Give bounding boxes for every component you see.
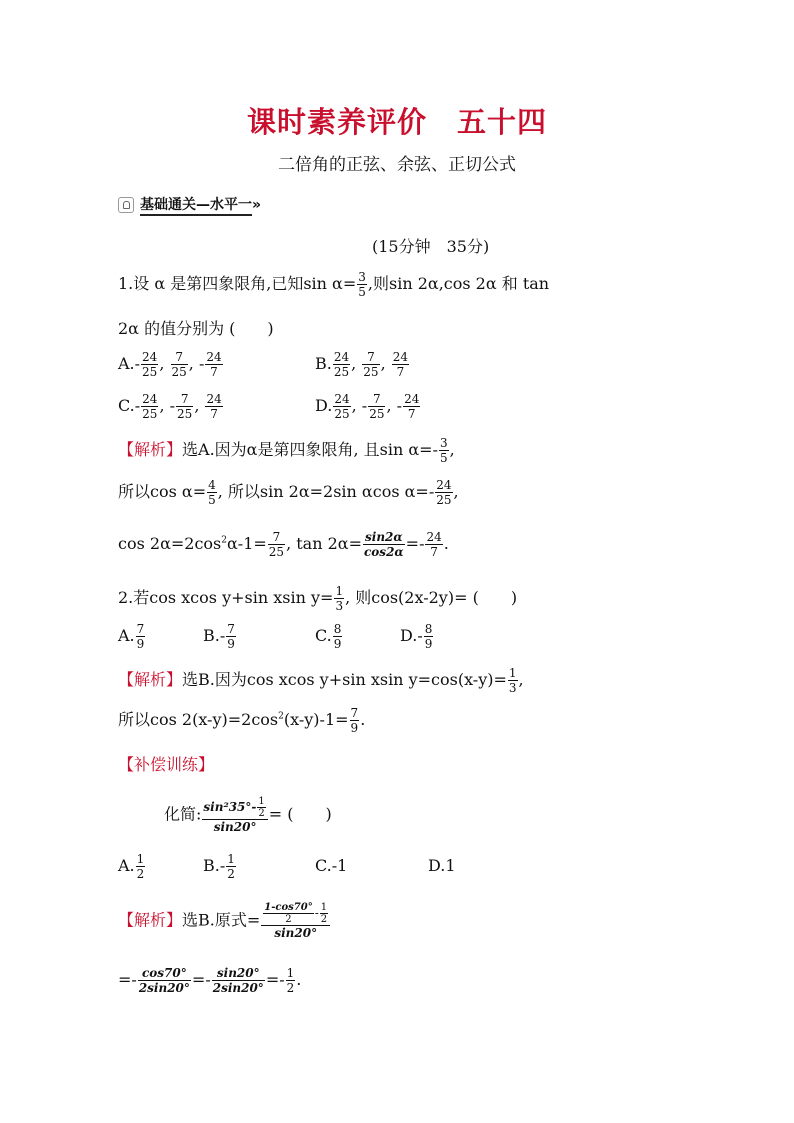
num: 24	[334, 392, 350, 406]
num: 4	[208, 478, 216, 492]
supp-option-a[interactable]	[118, 852, 146, 881]
frac	[363, 530, 405, 559]
analysis-text: 所以cos 2(x-y)=2cos	[118, 710, 279, 729]
analysis-text: , tan 2α=	[286, 534, 362, 553]
num: 24	[333, 350, 350, 364]
analysis-tag: 【解析】	[118, 670, 183, 689]
num: 1	[258, 796, 265, 807]
opt-label: A.	[118, 856, 135, 875]
den: 9	[350, 721, 359, 735]
q2-option-b[interactable]	[203, 622, 237, 651]
q1-option-d[interactable]: D. $\frac{24}{25}$ , - $\frac{7}{25}$ , - $\frac{24}{7}$	[315, 392, 420, 421]
frac	[439, 436, 449, 465]
num: 1	[227, 852, 235, 866]
num: 1	[286, 966, 295, 980]
frac	[171, 350, 188, 379]
num: 7	[350, 706, 359, 720]
num: 7	[136, 622, 145, 636]
page-title: 课时素养评价 五十四	[246, 105, 547, 139]
num: 7	[368, 392, 385, 407]
frac	[334, 584, 344, 613]
q2-option-a[interactable]	[118, 622, 146, 651]
den: 25	[171, 365, 187, 379]
num: 7	[362, 350, 379, 365]
frac	[205, 350, 222, 379]
num: 24	[142, 392, 158, 406]
frac	[508, 666, 518, 695]
period: .	[296, 970, 302, 989]
frac	[202, 796, 267, 834]
den: 2	[227, 867, 235, 881]
den: 2	[258, 808, 265, 819]
superscript: 2	[278, 711, 284, 722]
q2-analysis-line2	[118, 706, 365, 735]
q2-stem	[118, 584, 517, 613]
comma: ,	[518, 670, 524, 689]
den: 9	[136, 637, 145, 651]
frac	[286, 966, 296, 995]
opt-label: C.	[315, 626, 332, 645]
opt-label: B.	[315, 354, 332, 373]
num: sin2α	[363, 530, 405, 545]
num: 24	[206, 350, 222, 364]
analysis-text: =-	[265, 970, 285, 989]
q1-stem-line1	[118, 270, 549, 299]
analysis-text: 选B.因为cos xcos y+sin xsin y=cos(x-y)=	[182, 670, 507, 689]
opt-label: A.	[118, 354, 135, 373]
num-text: sin²35°-	[203, 800, 257, 814]
den: 2sin20°	[138, 981, 190, 995]
comma: ,	[449, 440, 455, 459]
num: 3	[358, 270, 366, 284]
q1-option-a[interactable]: A.- $\frac{24}{25}$ , $\frac{7}{25}$ , - $\frac{24}{7}$	[118, 350, 222, 379]
den: 5	[439, 451, 448, 465]
den: 2sin20°	[212, 981, 264, 995]
num: 7	[268, 530, 285, 545]
num: 8	[424, 622, 433, 636]
opt-label: D.-	[400, 626, 423, 645]
num: 1	[136, 852, 145, 866]
analysis-text: cos 2α=2cos	[118, 534, 222, 553]
frac	[138, 966, 191, 995]
supp-stem	[164, 796, 332, 834]
den: 7	[430, 545, 438, 559]
frac	[350, 706, 360, 735]
den: cos2α	[364, 545, 404, 559]
q2-analysis-line1	[118, 666, 524, 695]
minus: -	[314, 906, 319, 920]
den: 25	[363, 365, 379, 379]
period: .	[360, 710, 366, 729]
opt-label: B.-	[203, 626, 226, 645]
den: 7	[210, 365, 218, 379]
analysis-text: =-	[191, 970, 211, 989]
frac	[362, 350, 379, 379]
den: 9	[333, 637, 342, 651]
q1-analysis-line1	[118, 436, 455, 465]
analysis-text: (x-y)-1=	[283, 710, 349, 729]
num: 7	[176, 392, 193, 407]
q1-option-c[interactable]: C.- $\frac{24}{25}$ , - $\frac{7}{25}$ , $\frac{24}{7}$	[118, 392, 222, 421]
den: 9	[227, 637, 235, 651]
opt-label: D.	[315, 396, 333, 415]
den: 2	[286, 981, 295, 995]
section-header	[118, 194, 261, 214]
analysis-tag: 【解析】	[118, 910, 183, 930]
num: 24	[142, 350, 158, 364]
den: 25	[334, 407, 350, 421]
q1-stem-text: 1.设 α 是第四象限角,已知sin α=	[118, 274, 357, 293]
page-subtitle: 二倍角的正弦、余弦、正切公式	[278, 155, 516, 175]
period: .	[443, 534, 449, 553]
q1-stem-text2: ,则sin 2α,cos 2α 和 tan	[367, 274, 550, 293]
comma: ,	[453, 482, 459, 501]
den: sin20°	[213, 820, 257, 834]
supp-stem-text: 化简:	[164, 804, 202, 824]
den: 9	[424, 637, 433, 651]
opt-label: B.-	[203, 856, 226, 875]
frac	[226, 622, 236, 651]
frac	[425, 530, 442, 559]
frac	[333, 392, 350, 421]
num: 8	[333, 622, 342, 636]
num: 24	[392, 350, 409, 364]
num: 24	[436, 478, 452, 492]
den: 25	[177, 407, 193, 421]
supp-option-d[interactable]: D.1	[428, 856, 456, 875]
num: cos70°	[138, 966, 191, 981]
frac	[261, 902, 330, 940]
den: 25	[436, 493, 452, 507]
analysis-text: 所以cos α=	[118, 482, 207, 501]
analysis-text: =-	[405, 534, 425, 553]
frac	[176, 392, 193, 421]
frac	[392, 350, 409, 379]
analysis-text: 选B.原式=	[182, 910, 261, 930]
num	[202, 796, 267, 820]
den: 25	[142, 365, 158, 379]
frac	[333, 350, 350, 379]
den: 7	[407, 407, 416, 421]
num: 7	[227, 622, 235, 636]
den: 7	[210, 407, 218, 421]
q2-option-d[interactable]	[400, 622, 434, 651]
q1-option-b[interactable]: B. $\frac{24}{25}$ , $\frac{7}{25}$ , $\frac{24}{7}$	[315, 350, 409, 379]
num: 24	[426, 530, 442, 544]
frac	[141, 350, 158, 379]
frac	[205, 392, 222, 421]
opt-label: C.	[118, 396, 135, 415]
frac	[136, 852, 146, 881]
q2-stem-text: 2.若cos xcos y+sin xsin y=	[118, 588, 334, 607]
time-note: (15分钟 35分)	[372, 237, 490, 256]
frac	[424, 622, 434, 651]
analysis-text: α-1=	[227, 534, 267, 553]
frac	[141, 392, 158, 421]
num: 1-cos70°	[264, 902, 313, 913]
den: 25	[142, 407, 158, 421]
frac	[207, 478, 217, 507]
den: 2	[136, 867, 145, 881]
den: 3	[335, 599, 344, 613]
supp-option-c[interactable]: C.-1	[315, 856, 348, 875]
den: sin20°	[274, 926, 318, 940]
den: 25	[333, 365, 350, 379]
num: 1	[320, 902, 328, 913]
den: 2	[285, 914, 292, 925]
frac	[212, 966, 265, 995]
supp-option-b[interactable]	[203, 852, 237, 881]
frac	[320, 902, 328, 925]
superscript: 2	[221, 535, 227, 546]
opt-label: A.	[118, 626, 135, 645]
den: 5	[358, 285, 366, 299]
analysis-tag: 【解析】	[118, 440, 183, 459]
bulb-icon	[118, 197, 134, 213]
section-label: 基础通关—水平一	[140, 197, 252, 216]
q1-analysis-line3	[118, 530, 449, 559]
frac	[226, 852, 236, 881]
q2-stem-text: , 则cos(2x-2y)= ( )	[345, 588, 518, 607]
supp-analysis-line2	[118, 966, 301, 995]
supp-stem-text: = ( )	[268, 804, 332, 824]
q1-frac	[357, 270, 367, 299]
double-arrow-icon: »	[252, 197, 262, 213]
frac	[263, 902, 313, 925]
frac	[268, 530, 285, 559]
num: 7	[171, 350, 188, 365]
frac	[403, 392, 420, 421]
q1-analysis-line2	[118, 478, 459, 507]
frac	[257, 796, 265, 819]
q1-stem-line2: 2α 的值分别为 ( )	[118, 319, 274, 338]
den: 25	[369, 407, 385, 421]
supp-analysis-line1	[118, 902, 331, 940]
den: 2	[320, 914, 328, 925]
num: 3	[439, 436, 448, 450]
num	[261, 902, 330, 926]
num: 1	[335, 584, 344, 598]
num: sin20°	[212, 966, 265, 981]
supp-tag: 【补偿训练】	[118, 755, 215, 774]
frac	[333, 622, 343, 651]
den: 25	[268, 545, 285, 559]
den: 7	[396, 365, 405, 379]
den: 3	[508, 681, 517, 695]
frac	[435, 478, 452, 507]
frac	[368, 392, 385, 421]
q2-option-c[interactable]	[315, 622, 343, 651]
analysis-text: =-	[118, 970, 137, 989]
frac	[136, 622, 146, 651]
analysis-text: 选A.因为α是第四象限角, 且sin α=-	[182, 440, 438, 459]
analysis-text: , 所以sin 2α=2sin αcos α=-	[217, 482, 435, 501]
den: 5	[208, 493, 216, 507]
num: 1	[508, 666, 517, 680]
num: 24	[206, 392, 222, 406]
num: 24	[404, 392, 420, 406]
